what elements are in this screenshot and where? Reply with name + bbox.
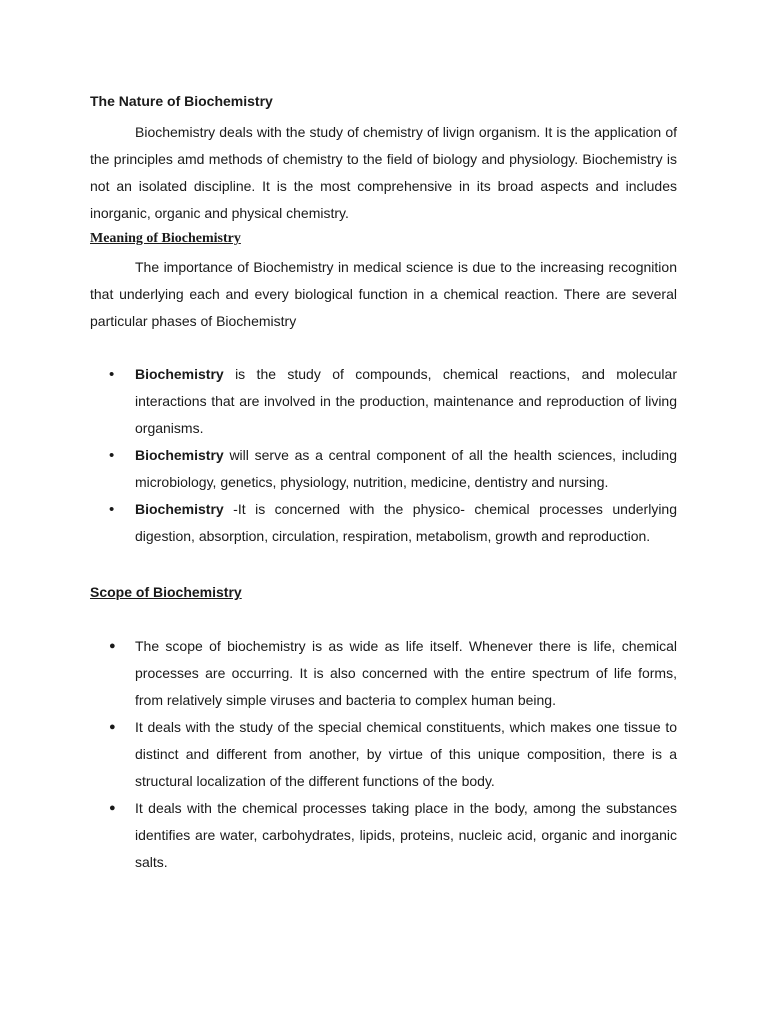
bullet-text: The scope of biochemistry is as wide as life itself. Whenever there is life, chemical processes are occurring. It is also concerned with the entire spectrum of life forms, from relatively simple viruses and bacteria to complex human being. — [135, 638, 677, 708]
list-item — [90, 361, 677, 442]
bullet-dot-icon: • — [109, 366, 115, 383]
meaning-bullet-list — [90, 361, 677, 550]
bullet-text: It deals with the chemical processes taking place in the body, among the substances identifies are water, carbohydrates, lipids, proteins, nucleic acid, organic and inorganic salts. — [135, 800, 677, 870]
bullet-dot-icon: • — [109, 447, 115, 464]
bullet-text: is the study of compounds, chemical reactions, and molecular interactions that are involved in the production, maintenance and reproduction of living organisms. — [135, 366, 677, 436]
list-item — [90, 714, 677, 795]
bullet-circle-icon: ● — [109, 802, 116, 814]
document-body — [90, 91, 677, 876]
scope-bullet-list — [90, 633, 677, 876]
list-item — [90, 633, 677, 714]
bullet-circle-icon: ● — [109, 721, 116, 733]
meaning-paragraph: The importance of Biochemistry in medical science is due to the increasing recognition that underlying each and every biological function in a chemical reaction. There are several particular phases of Biochemistry — [90, 259, 677, 329]
bullet-text: will serve as a central component of all the health sciences, including microbiology, genetics, physiology, nutrition, medicine, dentistry and nursing. — [135, 447, 677, 490]
list-item — [90, 795, 677, 876]
bullet-term: Biochemistry — [135, 447, 224, 463]
section-title-meaning: Meaning of Biochemistry — [90, 231, 241, 246]
section-title-scope: Scope of Biochemistry — [90, 584, 242, 600]
list-item — [90, 442, 677, 496]
bullet-term: Biochemistry — [135, 501, 224, 517]
bullet-circle-icon: ● — [109, 640, 116, 652]
bullet-text: -It is concerned with the physico- chemical processes underlying digestion, absorption, circulation, respiration, metabolism, growth and reproduction. — [135, 501, 677, 544]
bullet-term: Biochemistry — [135, 366, 224, 382]
list-item — [90, 496, 677, 550]
section-title-nature: The Nature of Biochemistry — [90, 93, 273, 109]
bullet-text: It deals with the study of the special chemical constituents, which makes one tissue to distinct and different from another, by virtue of this unique composition, there is a structural localization of the different functions of the body. — [135, 719, 677, 789]
nature-paragraph: Biochemistry deals with the study of chemistry of livign organism. It is the application of the principles amd methods of chemistry to the field of biology and physiology. Biochemistry is not an isolated discipline. It is the most comprehensive in its broad aspects and includes inorganic, organic and physical chemistry. — [90, 124, 677, 221]
bullet-dot-icon: • — [109, 501, 115, 518]
